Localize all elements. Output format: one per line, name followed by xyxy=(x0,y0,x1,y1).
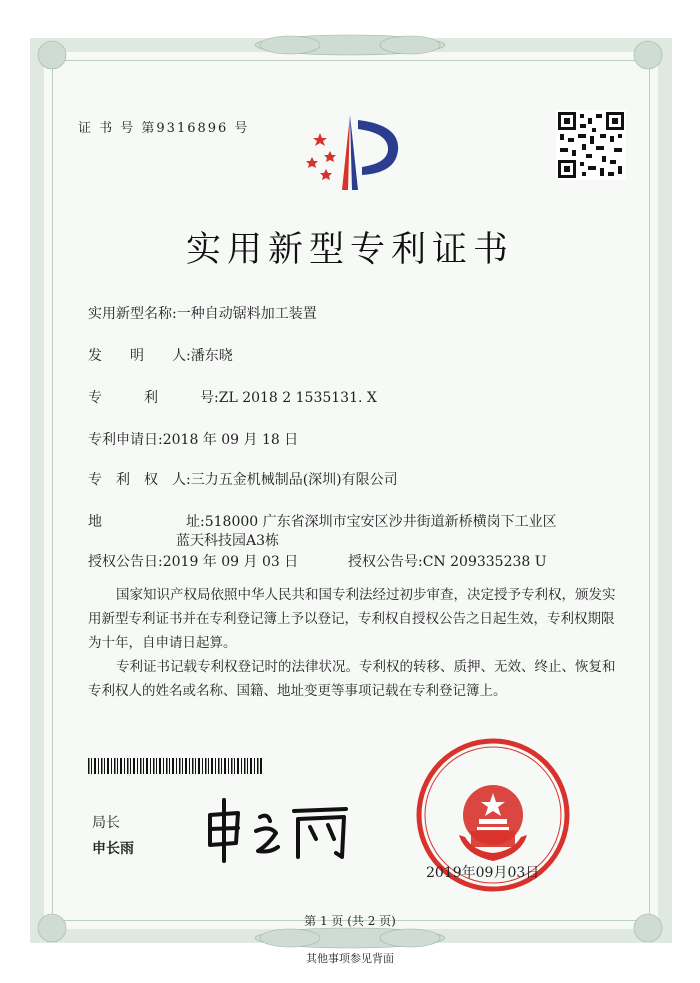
field-label: 专 利 权 人: xyxy=(88,472,191,488)
field-label: 授权公告号: xyxy=(348,554,423,570)
barcode-icon xyxy=(88,758,263,774)
field-application-date xyxy=(88,429,298,449)
field-label: 地 址: xyxy=(88,514,205,530)
field-grant-announcement-date xyxy=(88,551,298,571)
qr-code-icon xyxy=(556,110,626,180)
certificate-number: 证 书 号 第9316896 号 xyxy=(78,121,250,136)
body-paragraph: 国家知识产权局依照中华人民共和国专利法经过初步审查，决定授予专利权，颁发实用新型专利证书并在专利登记簿上予以登记，专利权自授权公告之日起生效，专利权期限为十年，自申请日起算。 xyxy=(88,587,616,651)
field-value: CN 209335238 U xyxy=(422,554,547,570)
field-label: 发 明 人: xyxy=(88,348,191,364)
footer-note: 其他事项参见背面 xyxy=(306,952,394,965)
certificate-title: 实用新型专利证书 xyxy=(185,230,514,270)
signatory-name: 申长雨 xyxy=(92,841,134,857)
field-value: 2019 年 09 月 03 日 xyxy=(162,554,299,570)
cnipa-logo-icon xyxy=(300,105,410,195)
page-indicator: 第 1 页 (共 2 页) xyxy=(304,914,396,928)
field-grant-announcement-number xyxy=(348,551,547,571)
field-value: 潘东晓 xyxy=(190,348,233,364)
field-inventor xyxy=(88,345,233,365)
seal-date: 2019年09月03日 xyxy=(426,865,540,881)
certificate-body xyxy=(88,583,622,703)
field-label: 实用新型名称: xyxy=(88,306,177,322)
field-value: 一种自动锯料加工装置 xyxy=(176,306,317,322)
field-label: 授权公告日: xyxy=(88,554,163,570)
field-value: ZL 2018 2 1535131. X xyxy=(218,390,377,406)
field-value: 2018 年 09 月 18 日 xyxy=(162,432,299,448)
field-patentee xyxy=(88,469,398,489)
signatory-title: 局长 xyxy=(92,815,120,831)
field-address xyxy=(88,511,557,531)
field-utility-model-name xyxy=(88,303,317,323)
field-value: 518000 广东省深圳市宝安区沙井街道新桥横岗下工业区 xyxy=(204,514,557,530)
field-patent-number xyxy=(88,387,377,407)
field-label: 专 利 号: xyxy=(88,390,219,406)
field-value: 三力五金机械制品(深圳)有限公司 xyxy=(190,472,398,488)
field-address-line2: 蓝天科技园A3栋 xyxy=(176,533,280,549)
body-paragraph: 专利证书记载专利权登记时的法律状况。专利权的转移、质押、无效、终止、恢复和专利权人的姓名或名称、国籍、地址变更等事项记载在专利登记簿上。 xyxy=(88,659,616,699)
handwritten-signature xyxy=(198,795,358,865)
field-label: 专利申请日: xyxy=(88,432,163,448)
